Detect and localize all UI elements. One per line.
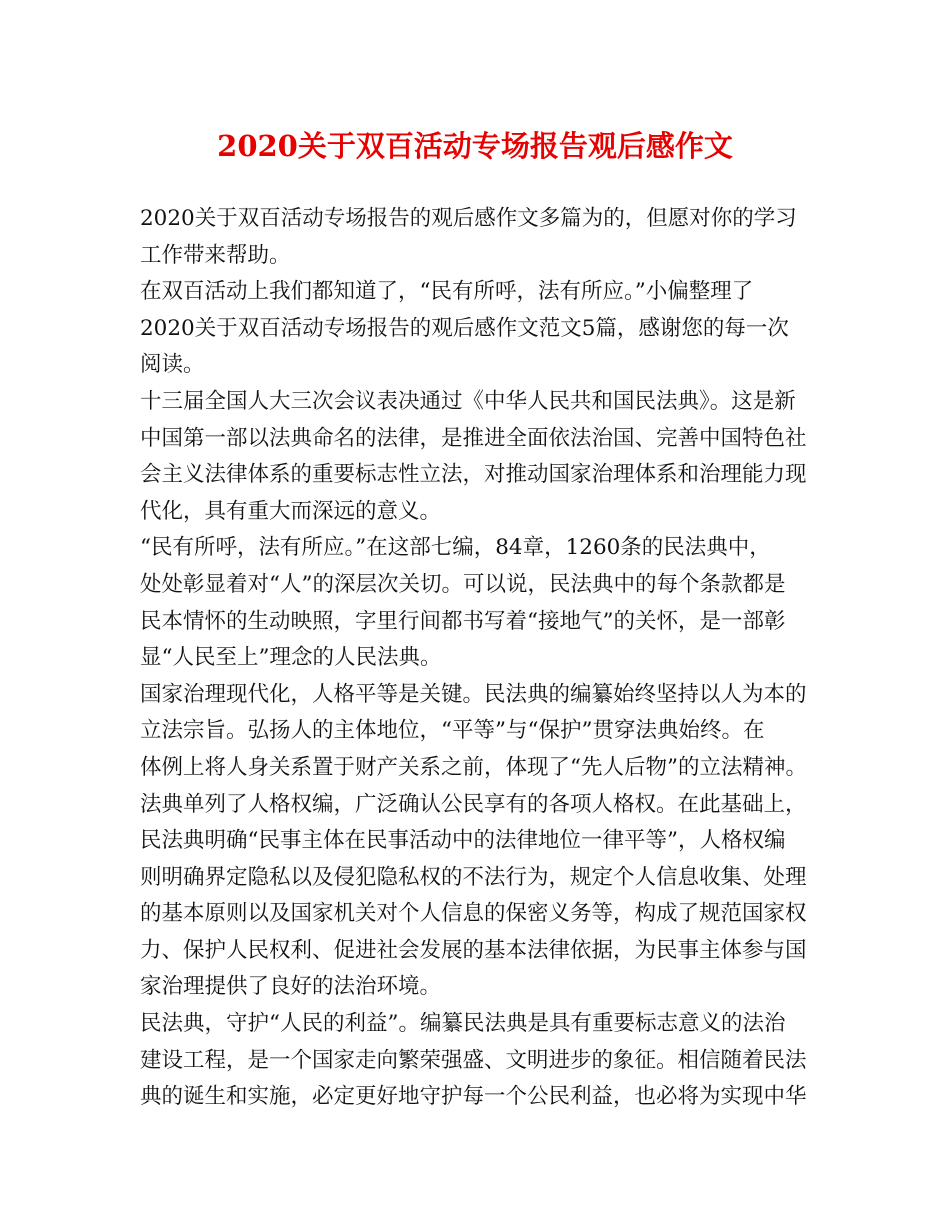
text-line: 显“人民至上”理念的人民法典。 <box>140 645 442 671</box>
document-body <box>140 201 820 1116</box>
text-line: 处处彰显着对“人”的深层次关切。可以说，民法典中的每个条款都是 <box>140 571 786 597</box>
text-line: 2020关于双百活动专场报告的观后感作文多篇为的，但愿对你的学习 <box>140 206 797 231</box>
text-line: “民有所呼，法有所应。”在这部七编，84章，1260条的民法典中， <box>140 535 771 561</box>
text-line: 民本情怀的生动映照，字里行间都书写着“接地气”的关怀，是一部彰 <box>140 608 786 634</box>
text-line: 建设工程，是一个国家走向繁荣强盛、文明进步的象征。相信随着民法 <box>140 1047 807 1073</box>
text-line: 力、保护人民权利、促进社会发展的基本法律依据，为民事主体参与国 <box>140 937 807 963</box>
text-line: 工作带来帮助。 <box>140 242 291 268</box>
text-line: 民法典明确“民事主体在民事活动中的法律地位一律平等”，人格权编 <box>140 828 786 854</box>
text-line: 代化，具有重大而深远的意义。 <box>140 498 442 524</box>
text-line: 家治理提供了良好的法治环境。 <box>140 974 442 1000</box>
text-line: 阅读。 <box>140 352 205 378</box>
text-line: 2020关于双百活动专场报告的观后感作文范文5篇，感谢您的每一次 <box>140 315 789 341</box>
text-line: 体例上将人身关系置于财产关系之前，体现了“先人后物”的立法精神。 <box>140 754 807 780</box>
text-line: 则明确界定隐私以及侵犯隐私权的不法行为，规定个人信息收集、处理 <box>140 864 807 890</box>
text-line: 典的诞生和实施，必定更好地守护每一个公民利益，也必将为实现中华 <box>140 1084 807 1110</box>
text-line: 国家治理现代化，人格平等是关键。民法典的编纂始终坚持以人为本的 <box>140 681 807 707</box>
text-line: 民法典，守护“人民的利益”。编纂民法典是具有重要标志意义的法治 <box>140 1011 786 1037</box>
text-line: 十三届全国人大三次会议表决通过《中华人民共和国民法典》。这是新 <box>140 388 796 414</box>
text-line: 会主义法律体系的重要标志性立法，对推动国家治理体系和治理能力现 <box>140 462 807 488</box>
text-line: 立法宗旨。弘扬人的主体地位，“平等”与“保护”贯穿法典始终。在 <box>140 718 765 744</box>
text-line: 的基本原则以及国家机关对个人信息的保密义务等，构成了规范国家权 <box>140 901 807 927</box>
text-line: 法典单列了人格权编，广泛确认公民享有的各项人格权。在此基础上， <box>140 791 807 817</box>
document-title: 2020关于双百活动专场报告观后感作文 <box>217 129 733 163</box>
text-line: 中国第一部以法典命名的法律，是推进全面依法治国、完善中国特色社 <box>140 425 807 451</box>
text-line: 在双百活动上我们都知道了，“民有所呼，法有所应。”小偏整理了 <box>140 279 754 305</box>
